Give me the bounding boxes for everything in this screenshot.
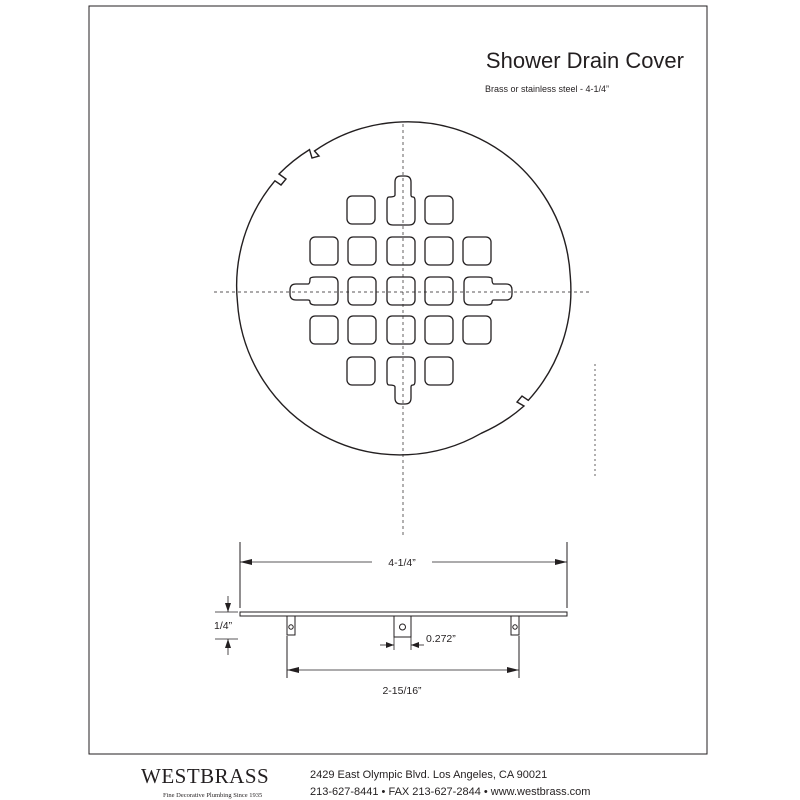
drain-opening: [310, 237, 338, 265]
keyhole-opening-left: [290, 277, 338, 305]
drain-opening: [425, 277, 453, 305]
brand-tagline: Fine Decorative Plumbing Since 1935: [163, 792, 263, 799]
mounting-post-center: [394, 616, 411, 637]
drain-opening: [387, 277, 415, 305]
page-title: Shower Drain Cover: [485, 48, 684, 73]
brand-logo: WESTBRASS: [141, 764, 270, 788]
drain-opening: [463, 237, 491, 265]
arrow-head: [287, 667, 299, 673]
arrow-head: [225, 639, 231, 648]
drain-opening: [463, 316, 491, 344]
mount-spacing-label: 2-15/16”: [382, 685, 422, 697]
drain-opening: [425, 237, 453, 265]
drain-opening: [348, 316, 376, 344]
keyhole-opening-top: [387, 176, 415, 225]
overall-diameter-label: 4-1/4”: [388, 557, 416, 569]
arrow-head: [555, 559, 567, 565]
arrow-head: [507, 667, 519, 673]
drain-opening: [347, 196, 375, 224]
mounting-post-right: [511, 616, 519, 635]
company-address: 2429 East Olympic Blvd. Los Angeles, CA 90021: [310, 769, 548, 781]
page-subtitle: Brass or stainless steel - 4-1/4”: [484, 84, 609, 94]
company-contact: 213-627-8441 • FAX 213-627-2844 • www.westbrass.com: [310, 786, 591, 798]
drain-opening: [348, 277, 376, 305]
drain-cover-top-view: [214, 122, 595, 535]
tab-offset-label: 0.272”: [426, 633, 456, 645]
drain-opening: [387, 237, 415, 265]
drain-opening: [347, 357, 375, 385]
drain-opening: [425, 316, 453, 344]
drain-opening: [348, 237, 376, 265]
drain-opening: [310, 316, 338, 344]
cover-outline: [237, 122, 571, 455]
mounting-post-left: [287, 616, 295, 635]
drain-openings: [290, 176, 512, 404]
cover-plate-profile: [240, 612, 567, 616]
keyhole-opening-right: [464, 277, 512, 305]
sheet-border: [89, 6, 707, 754]
drain-opening: [425, 357, 453, 385]
drain-opening: [425, 196, 453, 224]
keyhole-opening-bottom: [387, 357, 415, 404]
thickness-label: 1/4”: [214, 620, 233, 632]
arrow-head: [411, 642, 419, 648]
drain-opening: [387, 316, 415, 344]
arrow-head: [386, 642, 394, 648]
arrow-head: [240, 559, 252, 565]
arrow-head: [225, 603, 231, 612]
